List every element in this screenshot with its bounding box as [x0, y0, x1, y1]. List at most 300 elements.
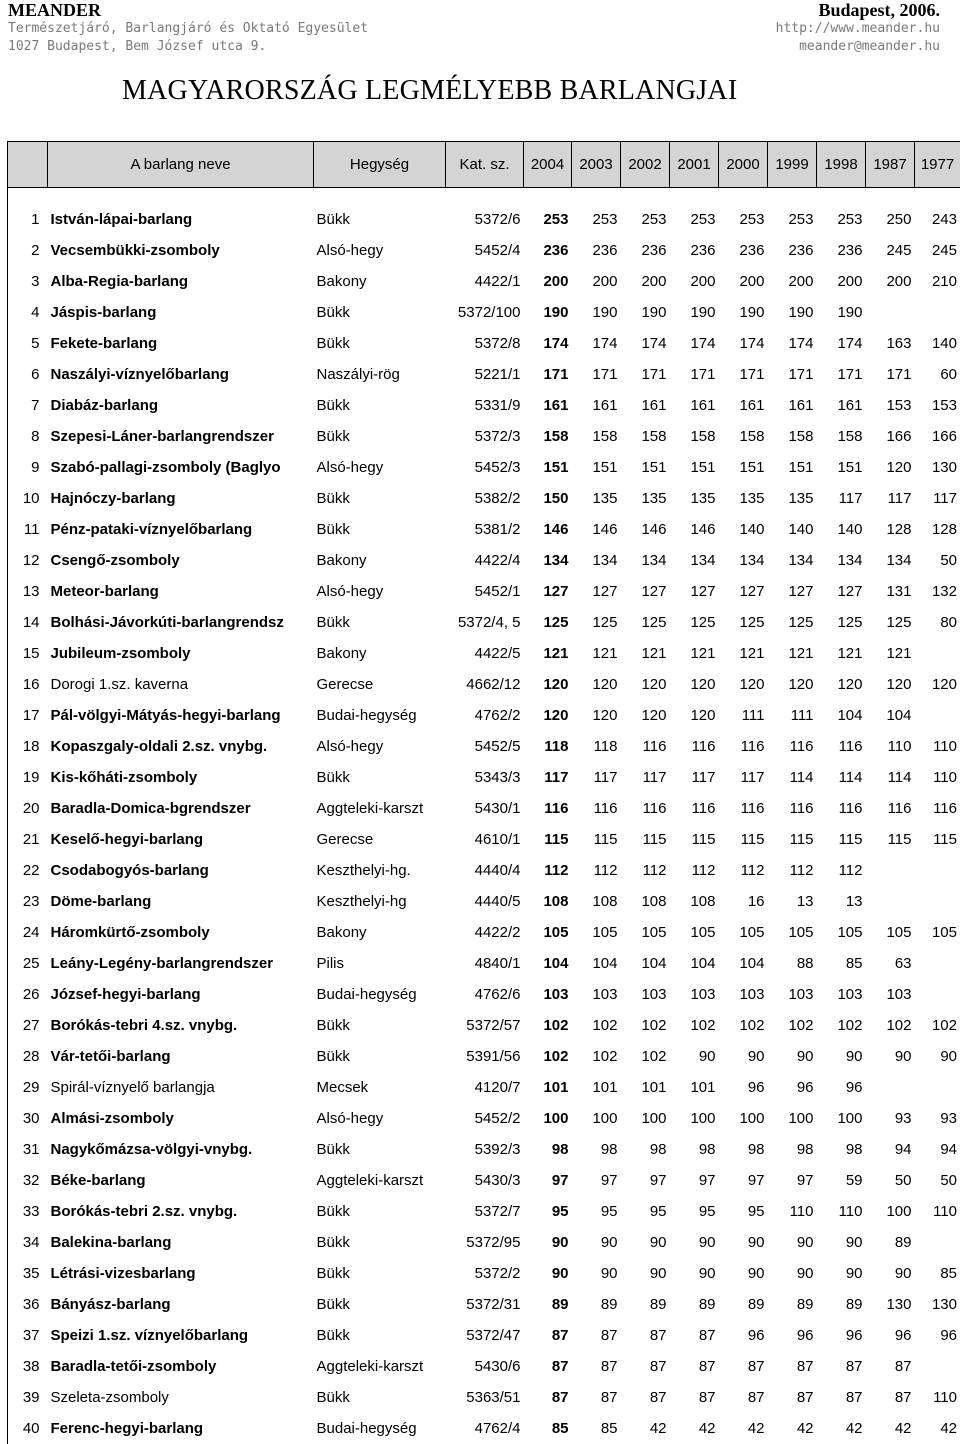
cave-name-cell: Kopaszgaly-oldali 2.sz. vnybg.	[48, 731, 314, 762]
depth-1999-cell: 135	[768, 483, 817, 514]
depth-1998-cell: 42	[817, 1413, 866, 1444]
mountain-cell: Bükk	[314, 328, 446, 359]
depth-2003-cell: 135	[572, 483, 621, 514]
depth-1987-cell: 163	[866, 328, 915, 359]
depth-1999-cell: 110	[768, 1196, 817, 1227]
depth-1999-cell: 120	[768, 669, 817, 700]
table-row	[8, 979, 960, 1010]
depth-2000-cell: 135	[719, 483, 768, 514]
depth-2003-cell: 98	[572, 1134, 621, 1165]
mountain-cell: Bükk	[314, 1010, 446, 1041]
depth-1987-cell: 110	[866, 731, 915, 762]
rank-cell: 11	[8, 514, 48, 545]
depth-1999-cell: 96	[768, 1320, 817, 1351]
rank-cell: 9	[8, 452, 48, 483]
depth-1977-cell: 110	[915, 1382, 960, 1413]
cadastre-number-cell: 5343/3	[446, 762, 524, 793]
depth-1998-cell: 102	[817, 1010, 866, 1041]
depth-2001-cell: 253	[670, 204, 719, 235]
depth-1999-cell: 89	[768, 1289, 817, 1320]
table-row	[8, 824, 960, 855]
rank-cell: 30	[8, 1103, 48, 1134]
depth-1987-cell: 102	[866, 1010, 915, 1041]
rank-cell: 38	[8, 1351, 48, 1382]
rank-cell: 29	[8, 1072, 48, 1103]
depth-2003-cell: 125	[572, 607, 621, 638]
table-row	[8, 1320, 960, 1351]
depth-1998-cell: 115	[817, 824, 866, 855]
depth-2003-cell: 90	[572, 1258, 621, 1289]
org-address: 1027 Budapest, Bem József utca 9.	[8, 38, 368, 56]
depth-2002-cell: 161	[621, 390, 670, 421]
mountain-cell: Budai-hegység	[314, 700, 446, 731]
table-row	[8, 793, 960, 824]
depth-1999-cell: 13	[768, 886, 817, 917]
depth-2002-cell: 100	[621, 1103, 670, 1134]
depth-1998-cell: 151	[817, 452, 866, 483]
depth-1999-cell: 88	[768, 948, 817, 979]
cave-name-cell: Alba-Regia-barlang	[48, 266, 314, 297]
depth-2003-cell: 100	[572, 1103, 621, 1134]
cave-name-cell: Pál-völgyi-Mátyás-hegyi-barlang	[48, 700, 314, 731]
depth-2004-cell: 118	[524, 731, 572, 762]
depth-2001-cell: 103	[670, 979, 719, 1010]
depth-1998-cell: 117	[817, 483, 866, 514]
depth-2001-cell: 104	[670, 948, 719, 979]
depth-2004-cell: 121	[524, 638, 572, 669]
depth-1977-cell: 42	[915, 1413, 960, 1444]
depth-1977-cell: 85	[915, 1258, 960, 1289]
depth-2002-cell: 102	[621, 1041, 670, 1072]
depth-1987-cell: 114	[866, 762, 915, 793]
depth-2001-cell: 135	[670, 483, 719, 514]
rank-cell: 40	[8, 1413, 48, 1444]
mountain-cell: Aggteleki-karszt	[314, 1351, 446, 1382]
depth-2001-cell: 97	[670, 1165, 719, 1196]
cadastre-number-cell: 4422/2	[446, 917, 524, 948]
cadastre-number-cell: 5381/2	[446, 514, 524, 545]
depth-2003-cell: 253	[572, 204, 621, 235]
depth-1999-cell: 127	[768, 576, 817, 607]
depth-2000-cell: 120	[719, 669, 768, 700]
depth-2003-cell: 90	[572, 1227, 621, 1258]
depth-2002-cell: 105	[621, 917, 670, 948]
depth-1977-cell	[915, 855, 960, 886]
table-row	[8, 855, 960, 886]
depth-2001-cell: 102	[670, 1010, 719, 1041]
cadastre-number-cell: 4422/5	[446, 638, 524, 669]
mountain-cell: Alsó-hegy	[314, 576, 446, 607]
rank-cell: 39	[8, 1382, 48, 1413]
depth-1977-cell	[915, 886, 960, 917]
cave-name-cell: Fekete-barlang	[48, 328, 314, 359]
table-row	[8, 545, 960, 576]
depth-1977-cell: 116	[915, 793, 960, 824]
depth-1998-cell: 85	[817, 948, 866, 979]
cave-name-cell: Vár-tetői-barlang	[48, 1041, 314, 1072]
depth-2002-cell: 151	[621, 452, 670, 483]
depth-2002-cell: 134	[621, 545, 670, 576]
column-header: Kat. sz.	[446, 142, 524, 188]
table-row	[8, 1103, 960, 1134]
mountain-cell: Alsó-hegy	[314, 235, 446, 266]
depth-1998-cell: 96	[817, 1072, 866, 1103]
contact-header	[776, 0, 940, 56]
depth-2002-cell: 117	[621, 762, 670, 793]
mountain-cell: Gerecse	[314, 824, 446, 855]
depth-1998-cell: 158	[817, 421, 866, 452]
table-row	[8, 1351, 960, 1382]
column-header: 1987	[866, 142, 915, 188]
cave-name-cell: Meteor-barlang	[48, 576, 314, 607]
cave-name-cell: Leány-Legény-barlangrendszer	[48, 948, 314, 979]
depth-2001-cell: 90	[670, 1227, 719, 1258]
mountain-cell: Gerecse	[314, 669, 446, 700]
depth-1998-cell: 171	[817, 359, 866, 390]
depth-1999-cell: 161	[768, 390, 817, 421]
table-row	[8, 421, 960, 452]
depth-1998-cell: 114	[817, 762, 866, 793]
table-row	[8, 762, 960, 793]
depth-1998-cell: 200	[817, 266, 866, 297]
depth-1999-cell: 115	[768, 824, 817, 855]
depth-1999-cell: 134	[768, 545, 817, 576]
table-row	[8, 886, 960, 917]
website-link[interactable]: http://www.meander.hu	[776, 20, 940, 38]
table-row	[8, 1165, 960, 1196]
mountain-cell: Bükk	[314, 1289, 446, 1320]
depth-2002-cell: 253	[621, 204, 670, 235]
depth-2001-cell: 161	[670, 390, 719, 421]
mountain-cell: Alsó-hegy	[314, 1103, 446, 1134]
mountain-cell: Bükk	[314, 1134, 446, 1165]
depth-2002-cell: 87	[621, 1382, 670, 1413]
depth-2000-cell: 100	[719, 1103, 768, 1134]
rank-cell: 15	[8, 638, 48, 669]
depth-1987-cell: 104	[866, 700, 915, 731]
cadastre-number-cell: 5392/3	[446, 1134, 524, 1165]
rank-cell: 6	[8, 359, 48, 390]
depth-1998-cell: 90	[817, 1258, 866, 1289]
depth-2003-cell: 105	[572, 917, 621, 948]
depth-2000-cell: 134	[719, 545, 768, 576]
cave-name-cell: Baradla-tetői-zsomboly	[48, 1351, 314, 1382]
depth-2003-cell: 151	[572, 452, 621, 483]
cave-name-cell: Bányász-barlang	[48, 1289, 314, 1320]
table-row	[8, 266, 960, 297]
depth-1998-cell: 100	[817, 1103, 866, 1134]
depth-1999-cell: 200	[768, 266, 817, 297]
depth-2002-cell: 174	[621, 328, 670, 359]
table-row	[8, 359, 960, 390]
cadastre-number-cell: 5372/7	[446, 1196, 524, 1227]
depth-1977-cell: 166	[915, 421, 960, 452]
mountain-cell: Bakony	[314, 917, 446, 948]
depth-1999-cell: 42	[768, 1413, 817, 1444]
depth-2002-cell: 102	[621, 1010, 670, 1041]
depth-2000-cell: 174	[719, 328, 768, 359]
depth-1998-cell: 90	[817, 1227, 866, 1258]
depth-2004-cell: 151	[524, 452, 572, 483]
cave-name-cell: Naszályi-víznyelőbarlang	[48, 359, 314, 390]
table-row	[8, 1010, 960, 1041]
organization-header	[8, 0, 368, 56]
mountain-cell: Bükk	[314, 1227, 446, 1258]
depth-2004-cell: 120	[524, 700, 572, 731]
table-row	[8, 1072, 960, 1103]
cave-name-cell: Balekina-barlang	[48, 1227, 314, 1258]
rank-cell: 3	[8, 266, 48, 297]
depth-2002-cell: 115	[621, 824, 670, 855]
depth-2002-cell: 89	[621, 1289, 670, 1320]
depth-1999-cell: 98	[768, 1134, 817, 1165]
cave-name-cell: Háromkürtő-zsomboly	[48, 917, 314, 948]
table-row	[8, 1196, 960, 1227]
table-row	[8, 1413, 960, 1444]
depth-1987-cell: 93	[866, 1103, 915, 1134]
depth-1999-cell: 253	[768, 204, 817, 235]
depth-2003-cell: 200	[572, 266, 621, 297]
depth-1977-cell: 153	[915, 390, 960, 421]
depth-2001-cell: 158	[670, 421, 719, 452]
rank-cell: 24	[8, 917, 48, 948]
mountain-cell: Alsó-hegy	[314, 452, 446, 483]
column-header: 2003	[572, 142, 621, 188]
depth-1998-cell: 96	[817, 1320, 866, 1351]
rank-cell: 1	[8, 204, 48, 235]
depth-2001-cell: 125	[670, 607, 719, 638]
cadastre-number-cell: 5452/2	[446, 1103, 524, 1134]
mountain-cell: Bükk	[314, 1258, 446, 1289]
depth-2003-cell: 120	[572, 700, 621, 731]
depth-1977-cell: 132	[915, 576, 960, 607]
rank-cell: 26	[8, 979, 48, 1010]
cadastre-number-cell: 4440/4	[446, 855, 524, 886]
depth-1999-cell: 236	[768, 235, 817, 266]
mountain-cell: Bükk	[314, 483, 446, 514]
depth-1977-cell: 117	[915, 483, 960, 514]
table-row	[8, 204, 960, 235]
depth-2000-cell: 90	[719, 1227, 768, 1258]
cave-name-cell: István-lápai-barlang	[48, 204, 314, 235]
depth-2000-cell: 236	[719, 235, 768, 266]
depth-2003-cell: 108	[572, 886, 621, 917]
depth-1987-cell: 120	[866, 452, 915, 483]
table-row	[8, 638, 960, 669]
cave-name-cell: Borókás-tebri 2.sz. vnybg.	[48, 1196, 314, 1227]
depth-1977-cell	[915, 1072, 960, 1103]
depth-2002-cell: 87	[621, 1351, 670, 1382]
cadastre-number-cell: 5372/3	[446, 421, 524, 452]
mountain-cell: Aggteleki-karszt	[314, 1165, 446, 1196]
page-title: MAGYARORSZÁG LEGMÉLYEBB BARLANGJAI	[122, 74, 737, 108]
cadastre-number-cell: 4840/1	[446, 948, 524, 979]
depth-2004-cell: 97	[524, 1165, 572, 1196]
depth-1987-cell: 115	[866, 824, 915, 855]
cadastre-number-cell: 5331/9	[446, 390, 524, 421]
depth-1998-cell: 87	[817, 1382, 866, 1413]
column-header: Hegység	[314, 142, 446, 188]
depth-2004-cell: 102	[524, 1041, 572, 1072]
depth-2001-cell: 95	[670, 1196, 719, 1227]
depth-2000-cell: 116	[719, 793, 768, 824]
depth-2000-cell: 117	[719, 762, 768, 793]
depth-1998-cell: 140	[817, 514, 866, 545]
depth-1987-cell: 153	[866, 390, 915, 421]
depth-2001-cell: 100	[670, 1103, 719, 1134]
table-row	[8, 328, 960, 359]
rank-cell: 13	[8, 576, 48, 607]
cave-name-cell: Kis-kőháti-zsomboly	[48, 762, 314, 793]
cadastre-number-cell: 4762/2	[446, 700, 524, 731]
depth-1987-cell: 131	[866, 576, 915, 607]
cadastre-number-cell: 4762/4	[446, 1413, 524, 1444]
depth-2003-cell: 121	[572, 638, 621, 669]
depth-1977-cell: 140	[915, 328, 960, 359]
column-header: 2000	[719, 142, 768, 188]
depth-2004-cell: 104	[524, 948, 572, 979]
depth-1987-cell: 245	[866, 235, 915, 266]
table-row	[8, 669, 960, 700]
email-link[interactable]: meander@meander.hu	[776, 38, 940, 56]
depth-2004-cell: 120	[524, 669, 572, 700]
depth-2004-cell: 100	[524, 1103, 572, 1134]
cadastre-number-cell: 4662/12	[446, 669, 524, 700]
depth-1977-cell: 115	[915, 824, 960, 855]
depth-2004-cell: 158	[524, 421, 572, 452]
depth-2004-cell: 150	[524, 483, 572, 514]
depth-1977-cell: 60	[915, 359, 960, 390]
depth-1987-cell: 120	[866, 669, 915, 700]
depth-2001-cell: 112	[670, 855, 719, 886]
depth-1998-cell: 112	[817, 855, 866, 886]
depth-2002-cell: 116	[621, 793, 670, 824]
rank-cell: 28	[8, 1041, 48, 1072]
depth-2000-cell: 89	[719, 1289, 768, 1320]
column-header: 1998	[817, 142, 866, 188]
table-row	[8, 483, 960, 514]
depth-2002-cell: 121	[621, 638, 670, 669]
depth-1998-cell: 253	[817, 204, 866, 235]
depth-1999-cell: 102	[768, 1010, 817, 1041]
depth-2001-cell: 90	[670, 1258, 719, 1289]
depth-2002-cell: 120	[621, 700, 670, 731]
table-row	[8, 390, 960, 421]
depth-1977-cell: 110	[915, 1196, 960, 1227]
rank-cell: 32	[8, 1165, 48, 1196]
depth-2004-cell: 95	[524, 1196, 572, 1227]
depth-2000-cell: 98	[719, 1134, 768, 1165]
cave-name-cell: József-hegyi-barlang	[48, 979, 314, 1010]
depth-2002-cell: 190	[621, 297, 670, 328]
depth-1987-cell: 171	[866, 359, 915, 390]
depth-2001-cell: 127	[670, 576, 719, 607]
depth-1998-cell: 59	[817, 1165, 866, 1196]
table-row	[8, 731, 960, 762]
depth-2001-cell: 87	[670, 1351, 719, 1382]
mountain-cell: Bükk	[314, 204, 446, 235]
rank-cell: 2	[8, 235, 48, 266]
cave-name-cell: Vecsembükki-zsomboly	[48, 235, 314, 266]
depth-2004-cell: 89	[524, 1289, 572, 1320]
rank-cell: 12	[8, 545, 48, 576]
depth-2004-cell: 87	[524, 1351, 572, 1382]
place-date: Budapest, 2006.	[776, 0, 940, 20]
depth-2002-cell: 135	[621, 483, 670, 514]
rank-cell: 8	[8, 421, 48, 452]
depth-2003-cell: 95	[572, 1196, 621, 1227]
depth-2002-cell: 87	[621, 1320, 670, 1351]
rank-cell: 33	[8, 1196, 48, 1227]
rank-cell: 36	[8, 1289, 48, 1320]
depth-2000-cell: 102	[719, 1010, 768, 1041]
mountain-cell: Pilis	[314, 948, 446, 979]
depth-2000-cell: 96	[719, 1072, 768, 1103]
depth-1999-cell: 112	[768, 855, 817, 886]
mountain-cell: Keszthelyi-hg.	[314, 855, 446, 886]
depth-1987-cell: 121	[866, 638, 915, 669]
rank-cell: 17	[8, 700, 48, 731]
depth-1999-cell: 174	[768, 328, 817, 359]
depth-1987-cell	[866, 297, 915, 328]
table-row	[8, 700, 960, 731]
cadastre-number-cell: 5452/5	[446, 731, 524, 762]
depth-2003-cell: 87	[572, 1320, 621, 1351]
depth-1999-cell: 97	[768, 1165, 817, 1196]
depth-2002-cell: 103	[621, 979, 670, 1010]
org-name: MEANDER	[8, 0, 368, 20]
cave-name-cell: Jubileum-zsomboly	[48, 638, 314, 669]
table-body	[8, 204, 960, 1444]
depth-2000-cell: 97	[719, 1165, 768, 1196]
depth-2001-cell: 174	[670, 328, 719, 359]
depth-2001-cell: 42	[670, 1413, 719, 1444]
depth-2003-cell: 190	[572, 297, 621, 328]
depth-1999-cell: 140	[768, 514, 817, 545]
depth-2003-cell: 112	[572, 855, 621, 886]
depth-2001-cell: 120	[670, 669, 719, 700]
depth-2000-cell: 200	[719, 266, 768, 297]
depth-1977-cell: 105	[915, 917, 960, 948]
depth-2002-cell: 236	[621, 235, 670, 266]
depth-1977-cell: 90	[915, 1041, 960, 1072]
table-row	[8, 607, 960, 638]
cadastre-number-cell: 4422/4	[446, 545, 524, 576]
depth-1977-cell: 94	[915, 1134, 960, 1165]
depth-2002-cell: 158	[621, 421, 670, 452]
rank-cell: 34	[8, 1227, 48, 1258]
depth-2003-cell: 102	[572, 1010, 621, 1041]
depth-2000-cell: 96	[719, 1320, 768, 1351]
depth-1998-cell: 87	[817, 1351, 866, 1382]
depth-2004-cell: 105	[524, 917, 572, 948]
depth-2004-cell: 161	[524, 390, 572, 421]
depth-2001-cell: 98	[670, 1134, 719, 1165]
rank-cell: 37	[8, 1320, 48, 1351]
depth-1977-cell: 110	[915, 731, 960, 762]
cave-name-cell: Szepesi-Láner-barlangrendszer	[48, 421, 314, 452]
depth-2001-cell: 200	[670, 266, 719, 297]
depth-1977-cell	[915, 979, 960, 1010]
cadastre-number-cell: 5430/3	[446, 1165, 524, 1196]
depth-2004-cell: 116	[524, 793, 572, 824]
depth-2000-cell: 121	[719, 638, 768, 669]
depth-2000-cell: 158	[719, 421, 768, 452]
rank-cell: 27	[8, 1010, 48, 1041]
depth-2003-cell: 118	[572, 731, 621, 762]
depth-2001-cell: 115	[670, 824, 719, 855]
cave-name-cell: Ferenc-hegyi-barlang	[48, 1413, 314, 1444]
